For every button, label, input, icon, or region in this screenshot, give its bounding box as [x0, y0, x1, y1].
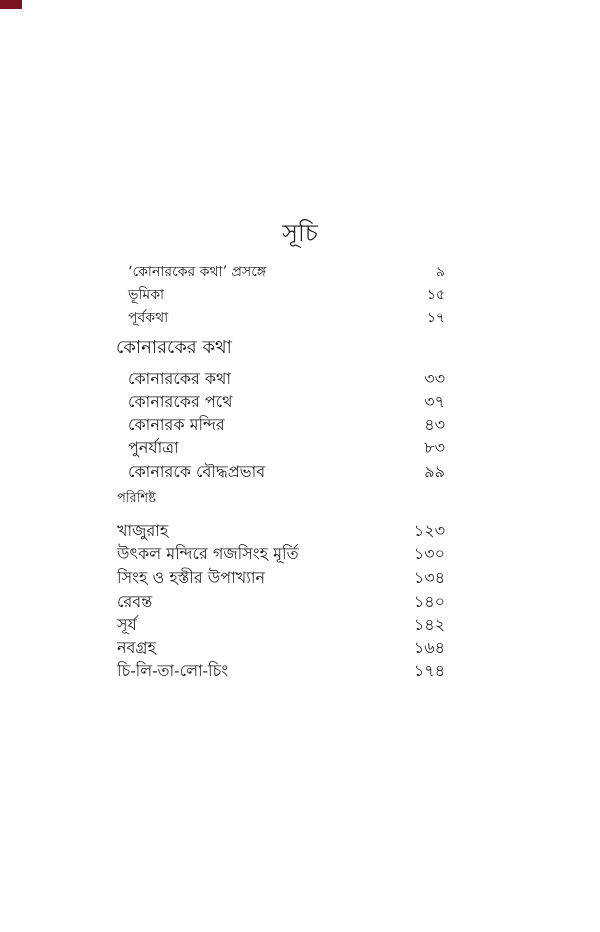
toc-entry-page: ১৫ [426, 287, 445, 303]
toc-entry-label: রেবন্ত [117, 592, 153, 611]
toc-entry-page: ১৭৪ [413, 661, 445, 680]
toc-entry-label: ভূমিকা [128, 287, 165, 303]
page-corner-mark [0, 0, 22, 9]
toc-entry-page: ১৩৪ [413, 568, 445, 587]
page-title: সূচি [282, 219, 318, 247]
toc-entry-page: ১৪০ [413, 592, 445, 611]
toc-entry-page: ১২৩ [413, 521, 445, 540]
toc-entry-page: ৩৭ [424, 392, 445, 411]
toc-entry-label: খাজুরাহ [117, 521, 169, 540]
toc-entry-page: ৯ [435, 264, 445, 280]
toc-entry-page: ১৬৪ [413, 638, 445, 657]
toc-entry-label: পূর্বকথা [128, 310, 169, 326]
toc-entry-label: ‘কোনারকের কথা’ প্রসঙ্গে [128, 264, 267, 280]
toc-entry-label: সিংহ ও হস্তীর উপাখ্যান [117, 568, 266, 587]
section-heading-main: কোনারকের কথা [116, 337, 232, 358]
toc-entry-label: পুনর্যাত্রা [128, 438, 179, 457]
toc-entry-page: ১৭ [426, 310, 445, 326]
toc-entry-page: ৪৩ [424, 415, 445, 434]
toc-entry-label: সূর্য [117, 615, 137, 634]
toc-entry-label: কোনারকের কথা [128, 369, 232, 388]
toc-entry-label: উৎকল মন্দিরে গজসিংহ মূর্তি [117, 544, 299, 563]
toc-entry-label: কোনারকের পথে [128, 392, 233, 411]
section-heading-appendix: পরিশিষ্ট [117, 491, 156, 506]
toc-entry-page: ৩৩ [424, 369, 445, 388]
toc-entry-label: কোনারকে বৌদ্ধপ্রভাব [128, 462, 266, 481]
toc-entry-page: ১৩০ [413, 544, 445, 563]
toc-entry-page: ১৪২ [413, 615, 445, 634]
toc-entry-label: নবগ্রহ [117, 638, 156, 657]
toc-entry-label: কোনারক মন্দির [128, 415, 225, 434]
toc-entry-page: ৯৯ [424, 462, 445, 481]
toc-entry-label: চি-লি-তা-লো-চিং [117, 661, 229, 680]
toc-entry-page: ৮৩ [424, 438, 445, 457]
